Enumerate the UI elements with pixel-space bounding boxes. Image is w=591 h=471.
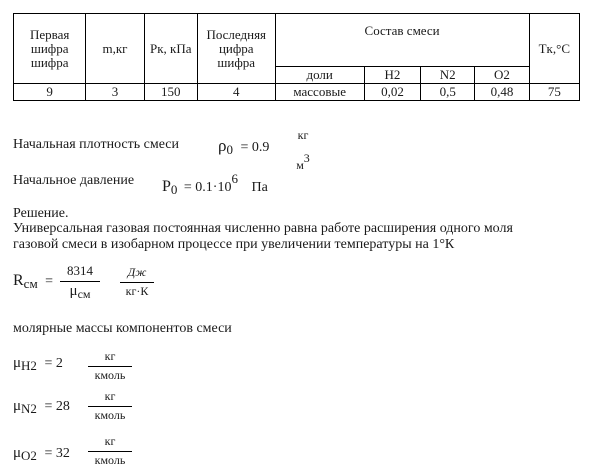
density-unit: [290, 128, 316, 173]
mu-h2-symbol: μ: [13, 355, 22, 371]
header-last-digit-line3: шифра: [217, 54, 256, 70]
header-composition: Состав смеси: [275, 14, 529, 67]
r-unit: [120, 265, 154, 299]
mu-n2-value: = 28: [44, 399, 70, 414]
mu-o2-value: = 32: [44, 446, 70, 461]
r-numerator: 8314: [67, 263, 93, 278]
mu-h2-unit-num: кг: [104, 349, 116, 363]
cell-n2: 0,5: [421, 84, 475, 101]
header-first-digit: [14, 14, 86, 84]
header-h2: H2: [364, 67, 420, 84]
pressure-unit: Па: [251, 180, 268, 195]
mu-n2-symbol: μ: [13, 398, 22, 414]
cell-fractions: массовые: [275, 84, 364, 101]
r-equals: =: [45, 274, 54, 289]
r-sub: см: [23, 276, 38, 291]
mu-o2-unit: [88, 434, 132, 468]
mu-o2-unit-num: кг: [104, 434, 116, 448]
cell-o2: 0,48: [475, 84, 529, 101]
header-last-digit: [197, 14, 275, 84]
header-mass: m,кг: [86, 14, 144, 84]
solution-heading: Решение.: [13, 206, 69, 221]
mu-n2-sub: N2: [21, 401, 37, 416]
cell-mass: 3: [86, 84, 144, 101]
mu-o2-unit-den: кмоль: [94, 453, 126, 467]
mu-o2-sub: O2: [21, 448, 37, 463]
density-label: Начальная плотность смеси: [13, 137, 179, 152]
molar-h2-lhs: [13, 355, 63, 374]
density-sub: 0: [226, 142, 233, 157]
mu-o2-symbol: μ: [13, 445, 22, 461]
cell-pressure: 150: [144, 84, 197, 101]
header-fractions: доли: [275, 67, 364, 84]
cell-temperature: 75: [529, 84, 579, 101]
density-unit-den: м: [296, 158, 304, 172]
density-value: = 0.9: [240, 140, 270, 155]
mu-h2-unit: [88, 349, 132, 383]
cell-first-digit: 9: [14, 84, 86, 101]
density-unit-exp: 3: [303, 151, 310, 165]
header-first-digit-line1: Первая: [29, 26, 70, 42]
mu-h2-sub: H2: [21, 358, 37, 373]
mu-n2-unit-den: кмоль: [94, 408, 126, 422]
pressure-sub: 0: [170, 182, 178, 197]
header-last-digit-line2: цифра: [218, 40, 254, 56]
r-unit-den: кг·К: [125, 284, 149, 298]
mu-n2-unit-num: кг: [104, 389, 116, 403]
header-first-digit-line2: шифра: [30, 40, 69, 56]
r-unit-num: Дж: [127, 265, 147, 279]
r-symbol: R: [13, 272, 24, 289]
mu-n2-unit: [88, 389, 132, 423]
mu-h2-unit-den: кмоль: [94, 368, 126, 382]
mu-h2-value: = 2: [44, 356, 63, 371]
r-den-symbol: μ: [69, 283, 78, 299]
molar-o2-lhs: [13, 445, 70, 464]
density-symbol: ρ: [218, 136, 227, 155]
pressure-label: Начальное давление: [13, 173, 135, 188]
r-formula-lhs: [13, 272, 53, 292]
header-o2: O2: [475, 67, 529, 84]
cell-h2: 0,02: [364, 84, 420, 101]
pressure-value: = 0.1·10: [183, 180, 232, 195]
density-unit-num: кг: [297, 128, 309, 142]
solution-line-1: Универсальная газовая постоянная численно равна работе расширения одного моля: [13, 221, 513, 236]
cell-last-digit: 4: [197, 84, 275, 101]
header-last-digit-line1: Последняя: [206, 26, 267, 42]
r-den-sub: см: [77, 287, 91, 301]
pressure-symbol: P: [162, 178, 171, 195]
density-formula: [218, 136, 269, 158]
header-pressure: Pк, кПа: [144, 14, 197, 84]
parameters-table: [13, 13, 580, 101]
molar-n2-lhs: [13, 398, 70, 417]
header-first-digit-line3: шифра: [30, 54, 69, 70]
pressure-formula: [162, 171, 268, 198]
header-n2: N2: [421, 67, 475, 84]
solution-line-2: газовой смеси в изобарном процессе при увеличении температуры на 1°К: [13, 237, 455, 252]
header-temperature: Tк,°С: [529, 14, 579, 84]
pressure-exp: 6: [231, 171, 238, 186]
r-fraction: [60, 263, 100, 302]
table-row: [14, 84, 580, 101]
molar-heading: молярные массы компонентов смеси: [13, 321, 232, 336]
